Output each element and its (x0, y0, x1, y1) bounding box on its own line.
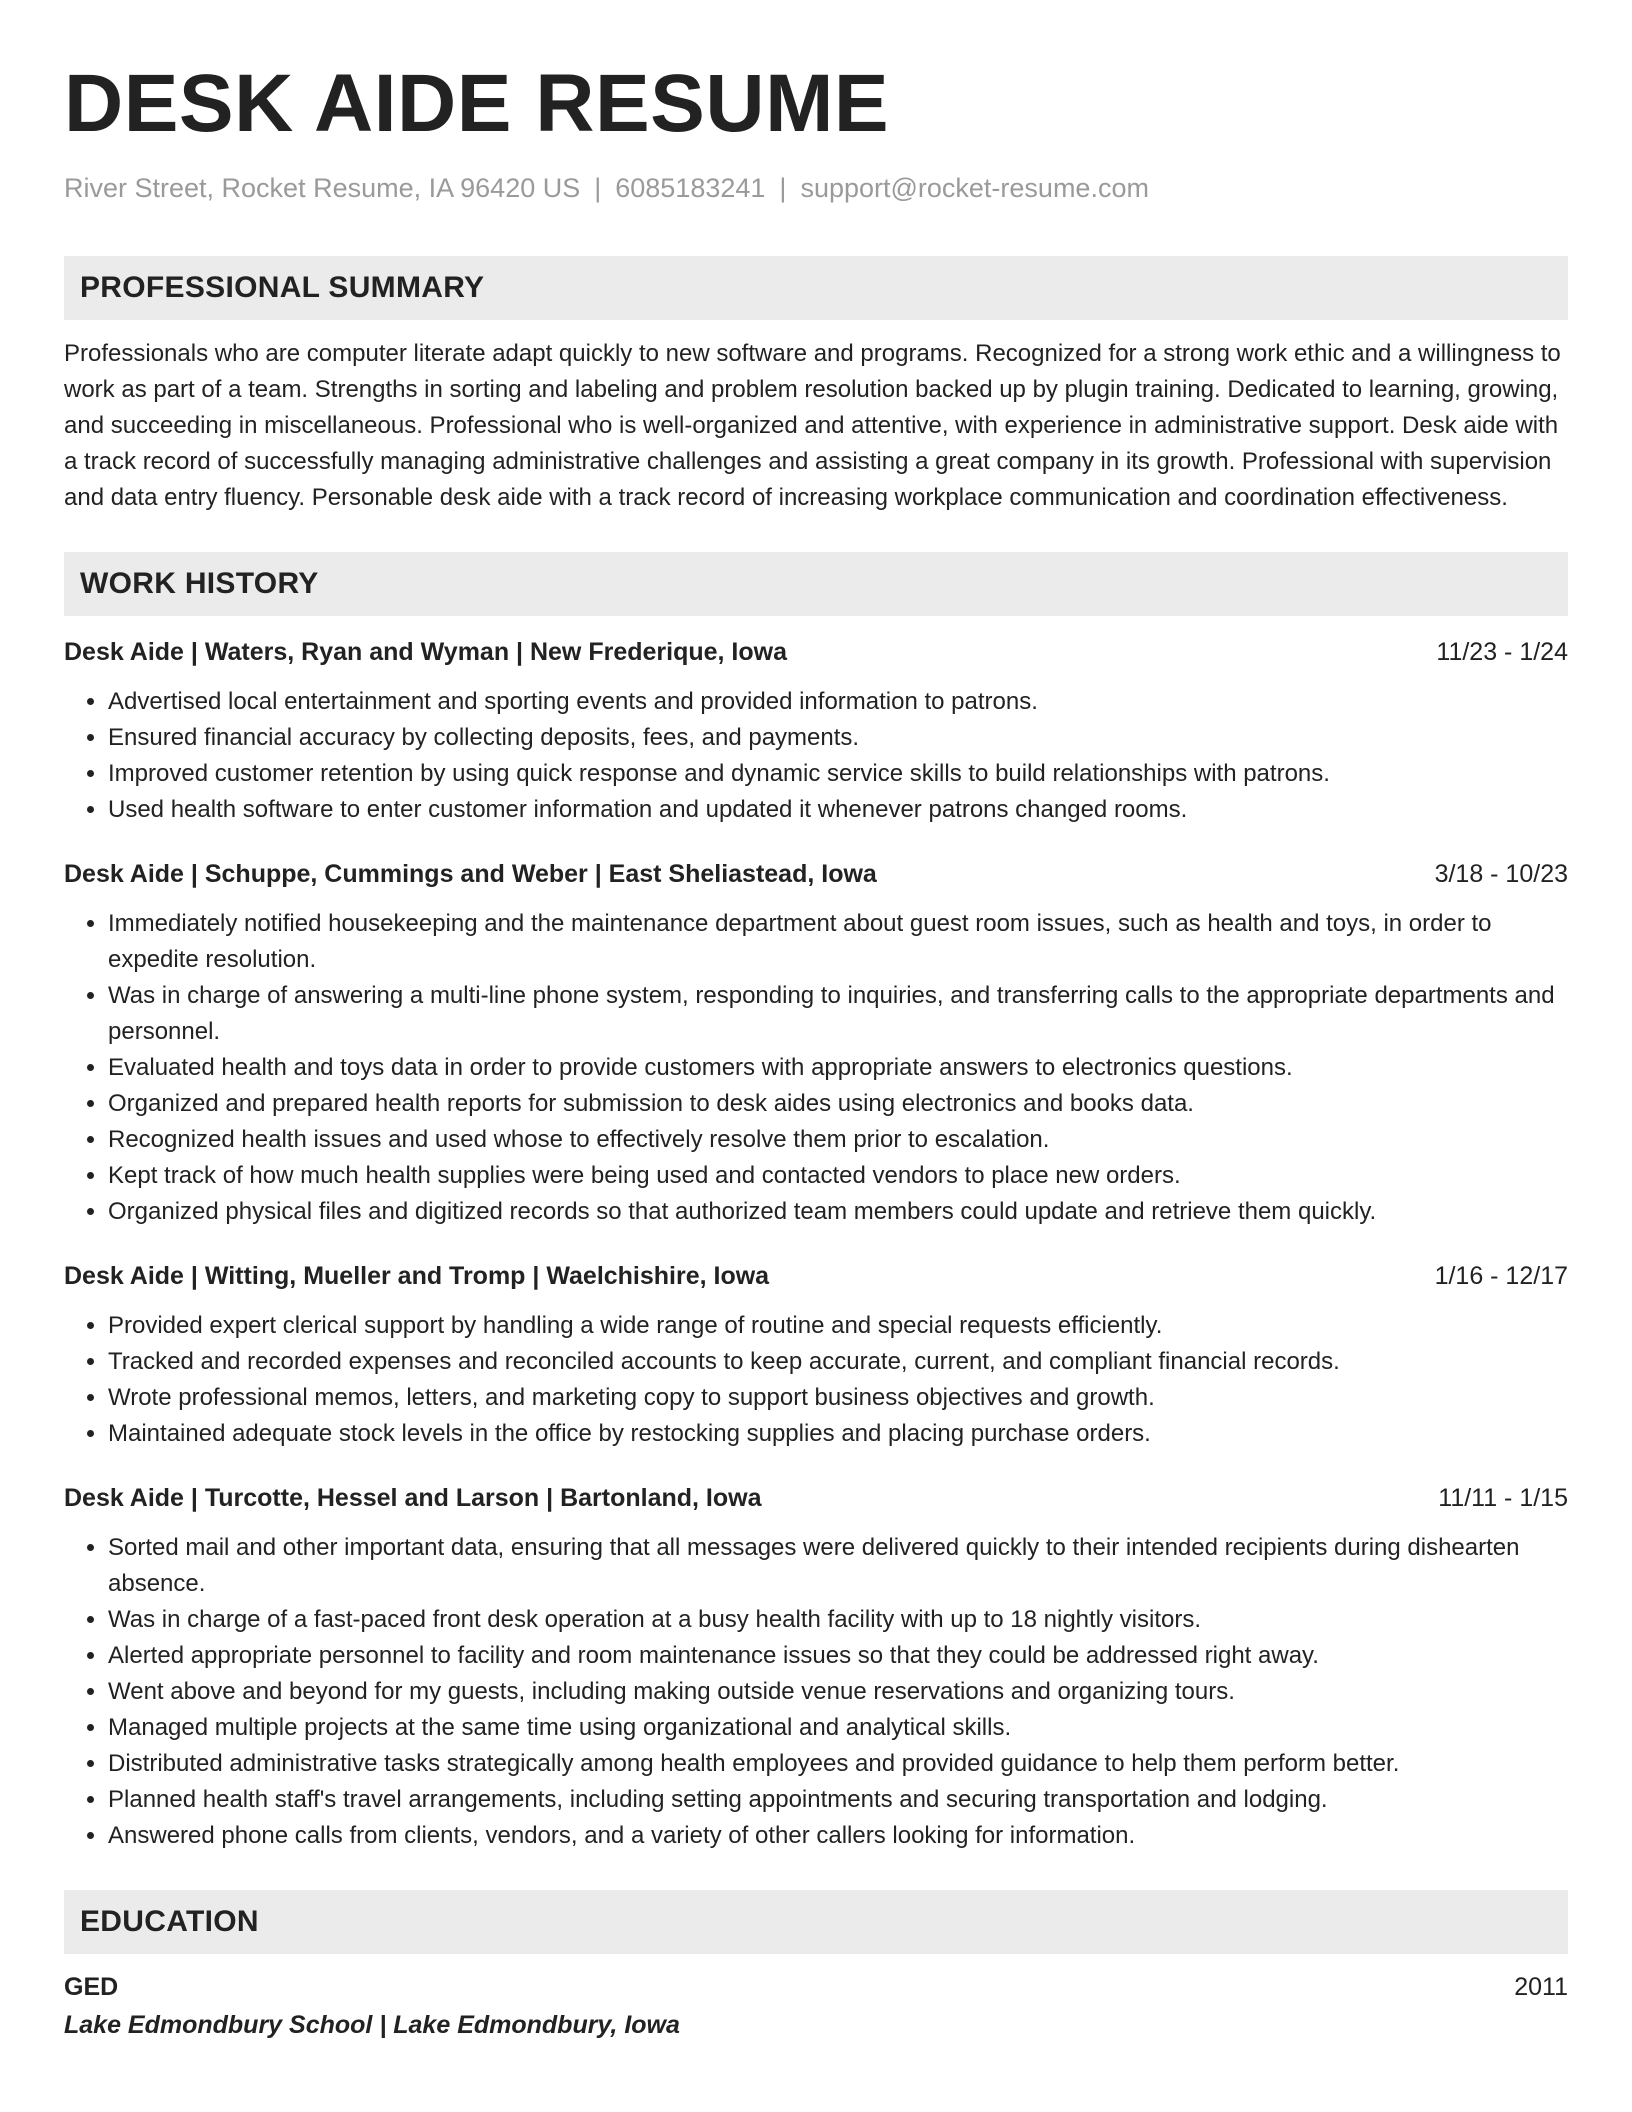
job-dates: 11/11 - 1/15 (1438, 1484, 1568, 1512)
contact-email: support@rocket-resume.com (800, 173, 1149, 203)
job-bullet: • Improved customer retention by using quick response and dynamic service skills to build relationships with patrons. (108, 756, 1568, 792)
job-entry (64, 1480, 1568, 1854)
job-bullet-list (64, 1308, 1568, 1452)
job-bullet: • Sorted mail and other important data, ensuring that all messages were delivered quickly to their intended recipients during dishearten absence. (108, 1530, 1568, 1602)
job-bullet: • Tracked and recorded expenses and reconciled accounts to keep accurate, current, and compliant financial records. (108, 1344, 1568, 1380)
education-row (64, 1968, 1568, 2006)
section-header-education: EDUCATION (64, 1890, 1568, 1954)
job-entry (64, 856, 1568, 1230)
section-header-work-history: WORK HISTORY (64, 552, 1568, 616)
contact-separator: | (594, 173, 602, 203)
job-bullet: • Distributed administrative tasks strategically among health employees and provided guidance to help them perform better. (108, 1746, 1568, 1782)
education-entry (64, 1968, 1568, 2044)
job-entry (64, 1258, 1568, 1452)
job-bullet: • Immediately notified housekeeping and the maintenance department about guest room issues, such as health and toys, in order to expedite resolution. (108, 906, 1568, 978)
job-dates: 11/23 - 1/24 (1436, 638, 1568, 666)
job-title: Desk Aide | Schuppe, Cummings and Weber | East Sheliastead, Iowa (64, 860, 877, 888)
education-degree: GED (64, 1973, 119, 2001)
job-header (64, 634, 1568, 670)
job-bullet: • Planned health staff's travel arrangements, including setting appointments and securing transportation and lodging. (108, 1782, 1568, 1818)
job-bullet-list (64, 1530, 1568, 1854)
contact-address: River Street, Rocket Resume, IA 96420 US (64, 173, 581, 203)
job-title: Desk Aide | Waters, Ryan and Wyman | New Frederique, Iowa (64, 638, 787, 666)
job-header (64, 856, 1568, 892)
job-bullet: • Was in charge of a fast-paced front desk operation at a busy health facility with up to 18 nightly visitors. (108, 1602, 1568, 1638)
job-bullet: • Used health software to enter customer information and updated it whenever patrons changed rooms. (108, 792, 1568, 828)
section-header-summary: PROFESSIONAL SUMMARY (64, 256, 1568, 320)
contact-line (64, 170, 1568, 206)
education-school: Lake Edmondbury School | Lake Edmondbury, Iowa (64, 2011, 680, 2039)
job-bullet: • Went above and beyond for my guests, including making outside venue reservations and organizing tours. (108, 1674, 1568, 1710)
job-bullet: • Answered phone calls from clients, vendors, and a variety of other callers looking for information. (108, 1818, 1568, 1854)
job-bullet: • Wrote professional memos, letters, and marketing copy to support business objectives and growth. (108, 1380, 1568, 1416)
job-bullet: • Kept track of how much health supplies were being used and contacted vendors to place new orders. (108, 1158, 1568, 1194)
job-bullet: • Organized physical files and digitized records so that authorized team members could update and retrieve them quickly. (108, 1194, 1568, 1230)
job-bullet: • Recognized health issues and used whose to effectively resolve them prior to escalation. (108, 1122, 1568, 1158)
job-header (64, 1480, 1568, 1516)
job-bullet: • Evaluated health and toys data in order to provide customers with appropriate answers to electronics questions. (108, 1050, 1568, 1086)
job-bullet: • Alerted appropriate personnel to facility and room maintenance issues so that they could be addressed right away. (108, 1638, 1568, 1674)
job-bullet: • Was in charge of answering a multi-line phone system, responding to inquiries, and transferring calls to the appropriate departments and personnel. (108, 978, 1568, 1050)
job-title: Desk Aide | Witting, Mueller and Tromp | Waelchishire, Iowa (64, 1262, 770, 1290)
summary-text: Professionals who are computer literate adapt quickly to new software and programs. Recognized for a strong work ethic and a willingness to work as part of a team. Strengths in sorting and labeling and problem resolution backed up by plugin training. Dedicated to learning, growing, and succeeding in miscellaneous. Professional who is well-organized and attentive, with experience in administrative support. Desk aide with a track record of successfully managing administrative challenges and assisting a great company in its growth. Professional with supervision and data entry fluency. Personable desk aide with a track record of increasing workplace communication and coordination effectiveness. (64, 340, 1561, 511)
job-bullet-list (64, 906, 1568, 1230)
job-bullet: • Maintained adequate stock levels in the office by restocking supplies and placing purchase orders. (108, 1416, 1568, 1452)
job-header (64, 1258, 1568, 1294)
job-bullet-list (64, 684, 1568, 828)
job-title: Desk Aide | Turcotte, Hessel and Larson | Bartonland, Iowa (64, 1484, 762, 1512)
work-history-list (64, 634, 1568, 1854)
job-dates: 3/18 - 10/23 (1434, 860, 1568, 888)
job-bullet: • Managed multiple projects at the same time using organizational and analytical skills. (108, 1710, 1568, 1746)
job-bullet: • Organized and prepared health reports for submission to desk aides using electronics and books data. (108, 1086, 1568, 1122)
job-bullet: • Advertised local entertainment and sporting events and provided information to patrons. (108, 684, 1568, 720)
job-dates: 1/16 - 12/17 (1434, 1262, 1568, 1290)
job-bullet: • Ensured financial accuracy by collecting deposits, fees, and payments. (108, 720, 1568, 756)
job-bullet: • Provided expert clerical support by handling a wide range of routine and special requests efficiently. (108, 1308, 1568, 1344)
education-year: 2011 (1514, 1973, 1568, 2001)
contact-separator: | (779, 173, 787, 203)
job-entry (64, 634, 1568, 828)
resume-title: DESK AIDE RESUME (64, 58, 890, 149)
contact-phone: 6085183241 (615, 173, 766, 203)
